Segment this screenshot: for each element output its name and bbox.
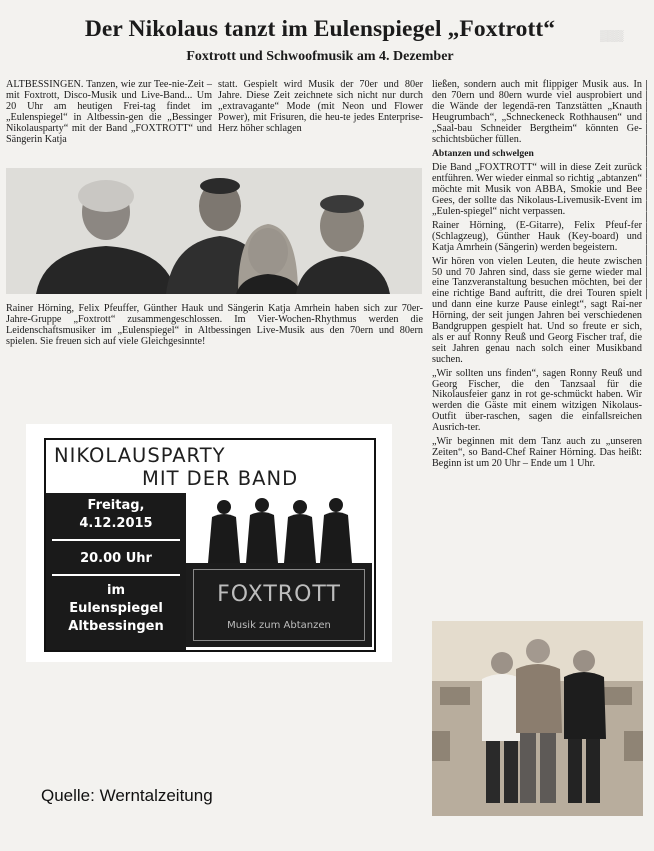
poster-band-panel <box>186 493 374 650</box>
poster-divider <box>52 539 180 541</box>
poster-venue <box>46 582 186 636</box>
adjacent-article-edge: ▏ ▏ ▏ ▏ ▏ ▏ ▏ ▏ ▏ ▏ ▏ ▏ ▏ ▏ ▏ ▏ ▏ ▏ ▏ ▏ <box>646 80 653 299</box>
poster-venue-line-2: Eulenspiegel <box>69 601 163 616</box>
poster-divider <box>52 574 180 576</box>
dance-hall-photo <box>432 621 643 816</box>
band-logo-box <box>186 563 372 647</box>
poster-info-panel <box>46 493 186 650</box>
poster-date: 4.12.2015 <box>79 516 153 531</box>
article-subheadline: Foxtrott und Schwoofmusik am 4. Dezember <box>186 49 454 64</box>
poster-title-line-2: MIT DER BAND <box>142 467 299 490</box>
column-3-paragraph: „Wir beginnen mit dem Tanz auch zu „unseren Zeiten“, so Band-Chef Rainer Hörning. Das heißt: Beginn ist um 20 Uhr – Ende um 1 Uhr. <box>432 436 642 469</box>
column-1-text: ALTBESSINGEN. Tanzen, wie zur Tee-nie-Zeit – mit Foxtrott, Disco-Musik und Live-Band... Um 20 Uhr am heutigen Frei-tag findet im „Eulenspiegel“ in Altbessin-gen die „Bessinger Nikolausparty“ mit der Band „FOXTROTT“ und Sängerin Katja <box>6 79 212 145</box>
poster-day: Freitag, <box>87 498 145 513</box>
article-headline: Der Nikolaus tanzt im Eulenspiegel „Foxtrott“ <box>84 16 556 42</box>
band-photo <box>6 168 422 294</box>
poster-title-line-1: NIKOLAUSPARTY <box>54 444 226 467</box>
band-tagline: Musik zum Abtanzen <box>227 620 331 631</box>
photo-caption: Rainer Hörning, Felix Pfeuffer, Günther Hauk und Sängerin Katja Amrhein haben sich zur 70er-Jahre-Gruppe „Foxtrott“ zusammengeschlossen. Im Vier-Wochen-Rhythmus werden die Leidenschaftsmusiker im „Eulenspiegel“ in Altbessingen Live-Musik aus den 70ern und 80ern spielen. Sie freuen sich auf viele Gleichgesinnte! <box>6 303 423 347</box>
source-credit: Quelle: Werntalzeitung <box>41 786 213 805</box>
poster-date-block <box>46 497 186 533</box>
article-column-1 <box>6 80 212 145</box>
bleed-through-text: ▒▒▒ <box>600 30 624 42</box>
column-3-paragraph: ließen, sondern auch mit flippiger Musik aus. In den 70ern und 80ern wurde viel ausprobiert und die Wände der legendä-ren Tanzstätten „Knauth Heugrumbach“, „Schneckeneck Rothhausen“ und „Saal-bau Schneider Bergtheim“ könnten Ge-schichtsbücher füllen. <box>432 79 642 145</box>
poster-time: 20.00 Uhr <box>80 551 152 566</box>
article-column-2 <box>218 80 423 135</box>
event-poster-frame <box>26 424 392 662</box>
column-3-paragraph: Wir hören von vielen Leuten, die heute zwischen 50 und 70 Jahren sind, dass sie gerne wieder mal eine Tanzveranstaltung besuchen möchten, bei der eine richtige Band auftritt, die drei Touren spielt und dann eine kurze Pause einlegt“, sagt Rai-ner Hörning, der seit jungen Jahren bei verschiedenen Bandgruppen gespielt hat. Und so freute er sich, als er auf Ronny Reuß und Georg Fischer traf, die seit Jahren genau nach solch einer Musikband suchen. <box>432 255 642 365</box>
column-3-paragraph: „Wir sollten uns finden“, sagen Ronny Reuß und Georg Fischer, die den Tanzsaal für die Nikolausfeier ganz in rot ge-schmückt haben. Wir werden die Gäste mit einem witzigen Nikolaus-Outfit über-raschen, sagen die einfallsreichen Ausrich-ter. <box>432 367 642 434</box>
article-column-3 <box>432 80 642 473</box>
event-poster <box>44 438 376 652</box>
band-name: FOXTROTT <box>217 582 341 607</box>
band-silhouettes-image <box>186 493 374 563</box>
band-logo-frame <box>193 569 365 641</box>
column-3-paragraph: Rainer Hörning, (E-Gitarre), Felix Pfeuf-fer (Schlagzeug), Günther Hauk (Key-board) und Katja Amrhein (Sängerin) werden begeistern. <box>432 219 642 253</box>
poster-venue-line-3: Altbessingen <box>68 619 164 634</box>
column-2-text: statt. Gespielt wird Musik der 70er und 80er Jahre. Diese Zeit zeichnete sich nicht nur durch „extravagante“ Mode (mit Neon und Flower Power), mit Frisuren, die heu-te jedes Enterprise-Herz höher schlagen <box>218 79 423 134</box>
poster-venue-line-1: im <box>106 583 125 598</box>
section-subtitle: Abtanzen und schwelgen <box>432 148 534 160</box>
column-3-paragraph: Die Band „FOXTROTT“ will in diese Zeit zurück entführen. Wer wieder einmal so richtig „abtanzen“ möchte mit Musik von ABBA, Smokie und Bee Gees, der sollte das Nikolaus-Livemusik-Event im „Eulen-spiegel“ nicht verpassen. <box>432 162 642 217</box>
